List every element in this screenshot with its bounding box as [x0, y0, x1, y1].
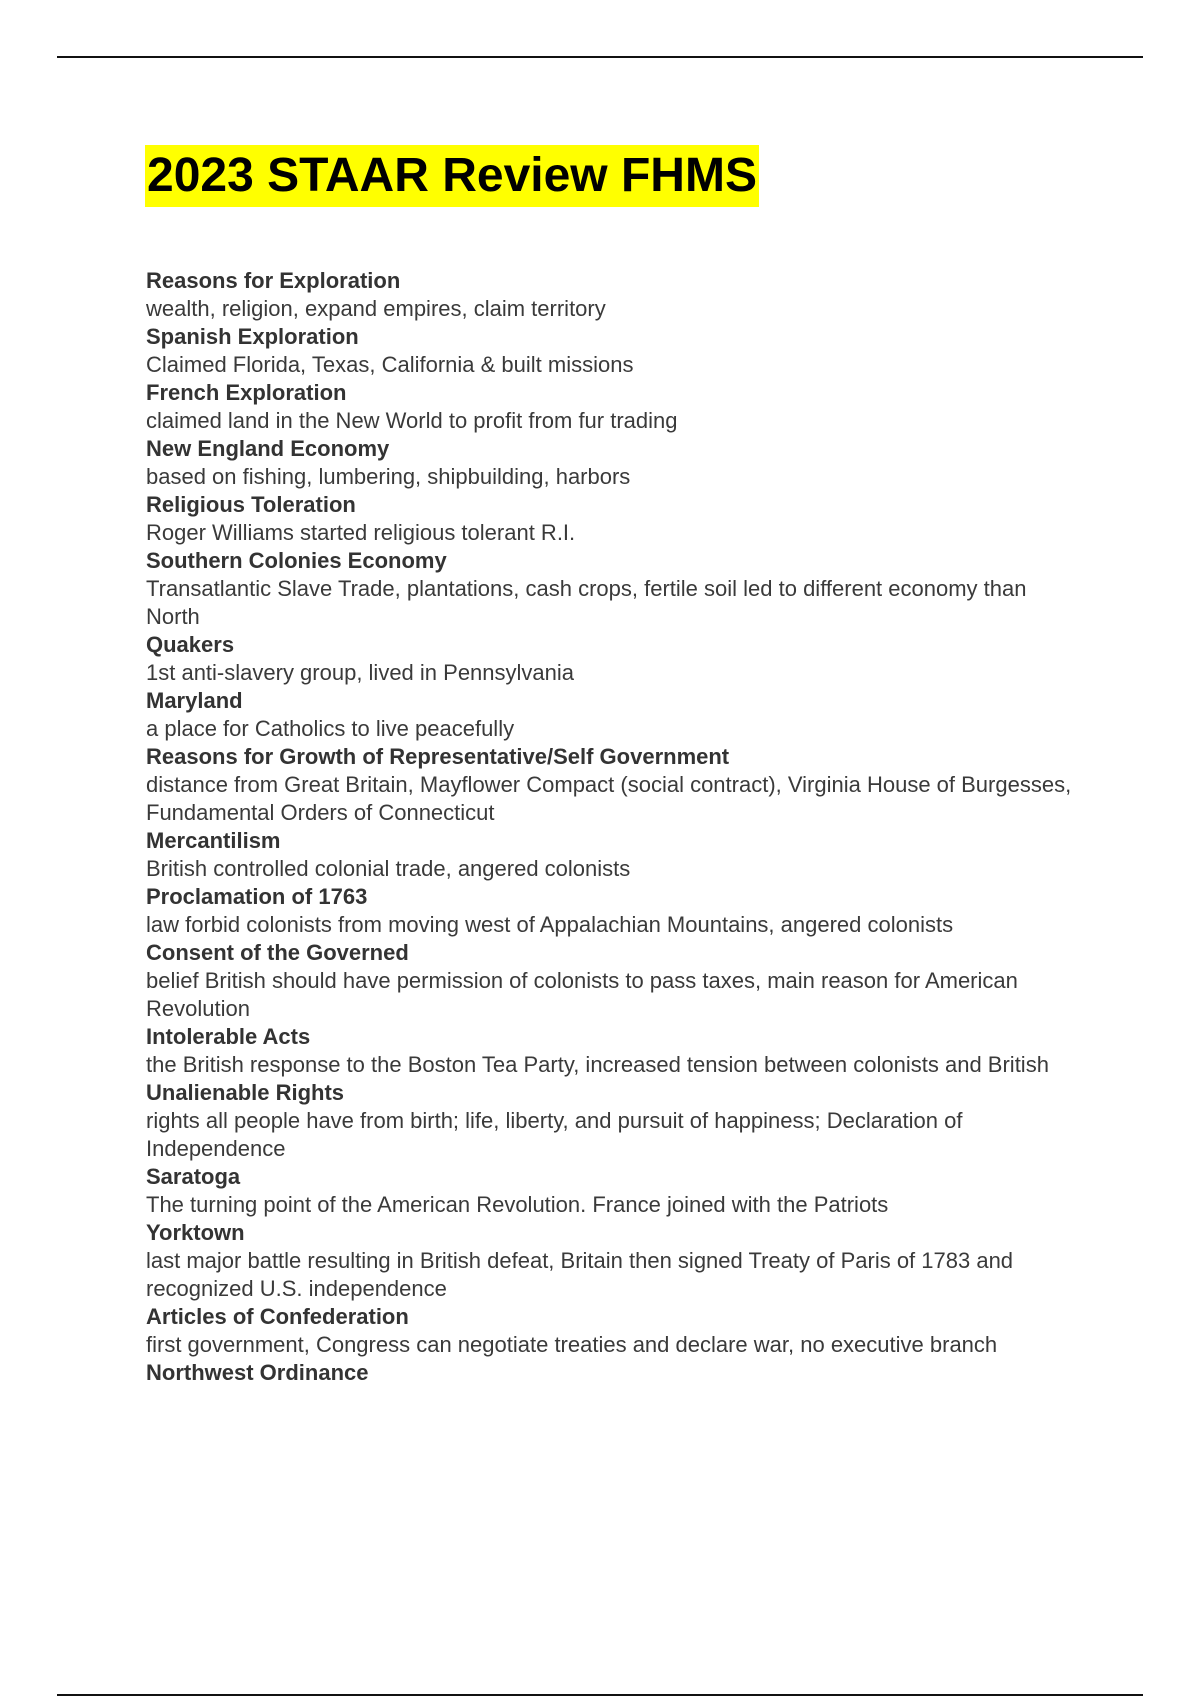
term-definition: rights all people have from birth; life, liberty, and pursuit of happiness; Declaration of Independence: [146, 1108, 963, 1161]
list-item: [146, 491, 1086, 547]
term-definition: British controlled colonial trade, angered colonists: [146, 856, 631, 881]
term-heading: Articles of Confederation: [146, 1304, 409, 1329]
list-item: [146, 267, 1086, 323]
term-definition: wealth, religion, expand empires, claim territory: [146, 296, 606, 321]
term-heading: French Exploration: [146, 380, 347, 405]
term-heading: Proclamation of 1763: [146, 884, 368, 909]
page-title: 2023 STAAR Review FHMS: [145, 145, 759, 207]
term-heading: Unalienable Rights: [146, 1080, 345, 1105]
term-definition: belief British should have permission of colonists to pass taxes, main reason for American Revolution: [146, 968, 1018, 1021]
list-item: [146, 827, 1086, 883]
term-heading: Religious Toleration: [146, 492, 356, 517]
term-heading: Southern Colonies Economy: [146, 548, 447, 573]
bottom-rule: [57, 1694, 1143, 1696]
term-heading: Quakers: [146, 632, 235, 657]
term-definition: 1st anti-slavery group, lived in Pennsylvania: [146, 660, 575, 685]
term-definition: distance from Great Britain, Mayflower Compact (social contract), Virginia House of Burgesses, Fundamental Orders of Connecticut: [146, 772, 1072, 825]
term-heading: Saratoga: [146, 1164, 241, 1189]
list-item: [146, 1023, 1086, 1079]
list-item: [146, 939, 1086, 1023]
top-rule: [57, 56, 1143, 58]
term-list: [146, 267, 1086, 1387]
term-heading: New England Economy: [146, 436, 390, 461]
term-definition: last major battle resulting in British defeat, Britain then signed Treaty of Paris of 1783 and recognized U.S. independence: [146, 1248, 1014, 1301]
term-definition: the British response to the Boston Tea Party, increased tension between colonists and British: [146, 1052, 1049, 1077]
term-heading: Mercantilism: [146, 828, 281, 853]
list-item: [146, 1219, 1086, 1303]
term-definition: Transatlantic Slave Trade, plantations, cash crops, fertile soil led to different economy than North: [146, 576, 1027, 629]
term-definition: claimed land in the New World to profit from fur trading: [146, 408, 678, 433]
list-item: [146, 743, 1086, 827]
list-item: [146, 435, 1086, 491]
term-definition: based on fishing, lumbering, shipbuilding, harbors: [146, 464, 631, 489]
list-item: [146, 883, 1086, 939]
term-heading: Intolerable Acts: [146, 1024, 311, 1049]
term-heading: Northwest Ordinance: [146, 1360, 369, 1385]
term-heading: Spanish Exploration: [146, 324, 359, 349]
list-item: [146, 379, 1086, 435]
term-heading: Reasons for Growth of Representative/Self Government: [146, 744, 730, 769]
list-item: [146, 547, 1086, 631]
term-definition: The turning point of the American Revolution. France joined with the Patriots: [146, 1192, 889, 1217]
term-definition: Roger Williams started religious tolerant R.I.: [146, 520, 576, 545]
list-item: [146, 323, 1086, 379]
term-heading: Maryland: [146, 688, 243, 713]
term-definition: a place for Catholics to live peacefully: [146, 716, 515, 741]
term-heading: Reasons for Exploration: [146, 268, 401, 293]
list-item: [146, 687, 1086, 743]
term-heading: Yorktown: [146, 1220, 245, 1245]
list-item: [146, 1079, 1086, 1163]
term-definition: Claimed Florida, Texas, California & built missions: [146, 352, 634, 377]
term-heading: Consent of the Governed: [146, 940, 409, 965]
list-item: [146, 631, 1086, 687]
list-item: [146, 1359, 1086, 1387]
list-item: [146, 1163, 1086, 1219]
list-item: [146, 1303, 1086, 1359]
term-definition: law forbid colonists from moving west of Appalachian Mountains, angered colonists: [146, 912, 954, 937]
term-definition: first government, Congress can negotiate treaties and declare war, no executive branch: [146, 1332, 998, 1357]
